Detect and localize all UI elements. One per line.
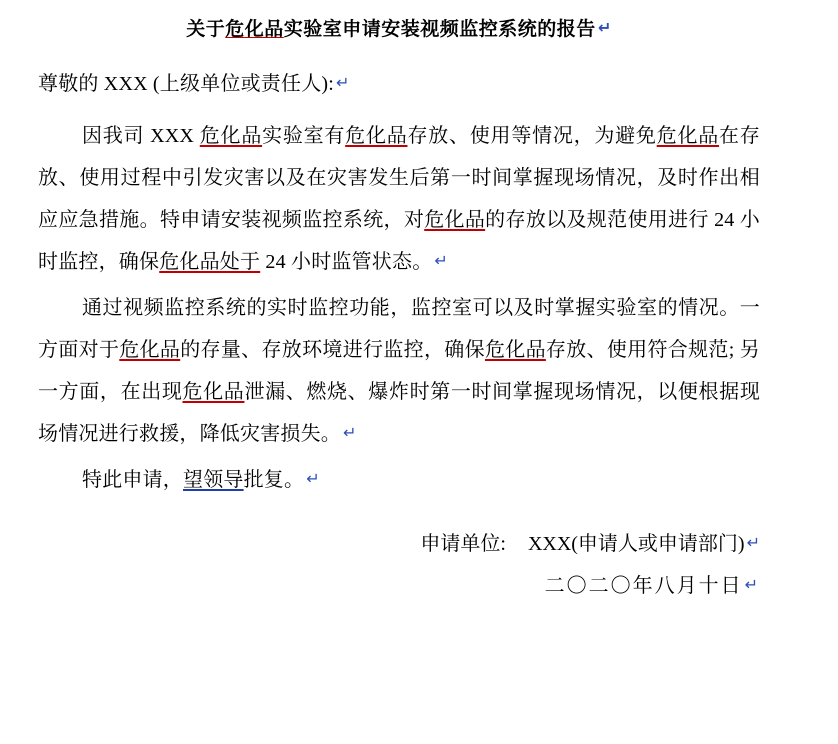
title-prefix: 关于 <box>186 19 226 40</box>
paragraph-text: 的存量、存放环境进行监控，确保 <box>180 339 485 361</box>
paragraph-text: 批复。 <box>243 469 305 491</box>
title-underlined-term: 危化品 <box>225 19 284 40</box>
underlined-term-red: 危化品 <box>484 339 546 361</box>
paragraph-mark-icon: ↵ <box>746 535 760 552</box>
paragraph-text: 24 小时监管状态。 <box>260 251 433 273</box>
paragraph-mark-icon: ↵ <box>343 425 357 442</box>
paragraph-text: 特此申请， <box>82 469 183 491</box>
paragraph-text: 的存放以及规范使用进行 24 小时监控，确保 <box>38 209 760 273</box>
paragraph-text: 通过视频监控系统的实时监控功能，监控室可以及时掌握实验室的情况。一方面对于 <box>38 297 760 361</box>
underlined-term-red: 危化品处于 <box>159 251 261 273</box>
applicant-value: XXX(申请人或申请部门) <box>527 533 745 555</box>
underlined-term-red: 危化品 <box>656 125 720 147</box>
signature-block <box>38 523 760 607</box>
title-suffix: 实验室申请安装视频监控系统的报告 <box>283 19 596 40</box>
applicant-line <box>38 523 760 565</box>
paragraph-text: 实验室有 <box>262 125 346 147</box>
underlined-term-red: 危化品 <box>119 339 181 361</box>
date-value: 二〇二〇年八月十日 <box>544 575 743 597</box>
paragraph-text: 在存放、使用过程中引发灾害以及在灾害发生后第一时间掌握现场情况，及时作出相应应急措施。特申请安装视频监控系统，对 <box>38 125 760 231</box>
underlined-term-red: 危化品 <box>182 381 245 403</box>
date-line <box>38 565 760 607</box>
salutation-line <box>38 63 760 105</box>
paragraph-text: 存放、使用等情况，为避免 <box>407 125 657 147</box>
paragraph-text: 泄漏、燃烧、爆炸时第一时间掌握现场情况，以便根据现场情况进行救援，降低灾害损失。 <box>38 381 761 445</box>
salutation-text: 尊敬的 XXX (上级单位或责任人): <box>38 73 335 95</box>
paragraph-text: 因我司 XXX <box>82 125 200 147</box>
body-paragraph <box>38 287 760 455</box>
underlined-term-blue: 望领导 <box>183 469 244 491</box>
body-paragraphs <box>38 115 760 501</box>
underlined-term-red: 危化品 <box>345 125 408 147</box>
paragraph-mark-icon: ↵ <box>597 20 612 37</box>
paragraph-mark-icon: ↵ <box>434 253 449 270</box>
applicant-label: 申请单位: <box>420 533 506 555</box>
paragraph-mark-icon: ↵ <box>306 471 320 488</box>
body-paragraph <box>38 115 760 283</box>
page-title <box>38 14 760 45</box>
paragraph-text: 存放、使用符合规范; 另一方面，在出现 <box>38 339 760 403</box>
paragraph-mark-icon: ↵ <box>744 577 760 594</box>
body-paragraph <box>38 459 760 501</box>
underlined-term-red: 危化品 <box>199 125 263 147</box>
paragraph-mark-icon: ↵ <box>336 75 350 92</box>
underlined-term-red: 危化品 <box>424 209 486 231</box>
